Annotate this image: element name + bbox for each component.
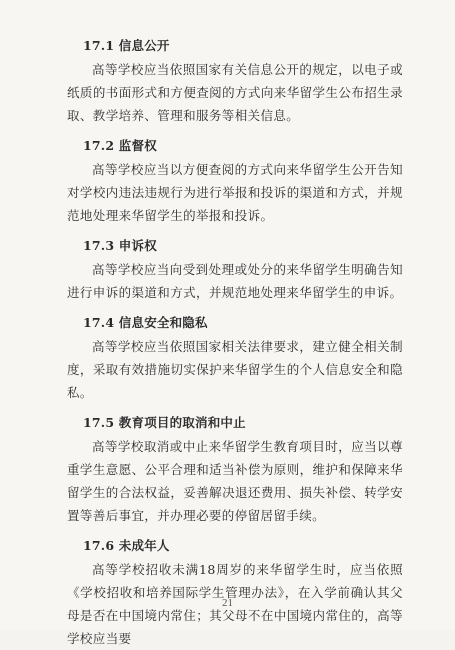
section-heading: 17.5 教育项目的取消和中止	[83, 415, 246, 430]
page-number: 21	[222, 597, 233, 609]
section-17-5	[67, 414, 403, 527]
section-17-3	[67, 237, 403, 304]
section-heading: 17.4 信息安全和隐私	[83, 315, 208, 330]
section-heading: 17.1 信息公开	[83, 38, 170, 53]
section-gap	[67, 527, 403, 537]
section-17-4	[67, 314, 403, 404]
section-heading: 17.2 监督权	[83, 138, 157, 153]
section-heading: 17.6 未成年人	[83, 538, 170, 553]
section-17-2	[67, 137, 403, 227]
section-paragraph: 高等学校应当向受到处理或处分的来华留学生明确告知进行申诉的渠道和方式，并规范地处理来华留学生的申诉。	[67, 262, 403, 300]
section-gap	[67, 227, 403, 237]
section-paragraph: 高等学校取消或中止来华留学生教育项目时，应当以尊重学生意愿、公平合理和适当补偿为原则，维护和保障来华留学生的合法权益，妥善解决退还费用、损失补偿、转学安置等善后事宜，并办理必要的停留居留手续。	[67, 439, 403, 523]
section-paragraph: 高等学校招收未满18周岁的来华留学生时，应当依照《学校招收和培养国际学生管理办法》，在入学前确认其父母是否在中国境内常住；其父母不在中国境内常住的，高等学校应当要	[67, 562, 403, 646]
section-17-1	[67, 37, 403, 127]
section-gap	[67, 304, 403, 314]
section-gap	[67, 404, 403, 414]
section-gap	[67, 127, 403, 137]
section-heading: 17.3 申诉权	[83, 238, 157, 253]
section-paragraph: 高等学校应当依照国家有关信息公开的规定，以电子或纸质的书面形式和方便查阅的方式向来华留学生公布招生录取、教学培养、管理和服务等相关信息。	[67, 62, 403, 123]
section-17-6	[67, 537, 403, 650]
section-paragraph: 高等学校应当以方便查阅的方式向来华留学生公开告知对学校内违法违规行为进行举报和投诉的渠道和方式，并规范地处理来华留学生的举报和投诉。	[67, 162, 403, 223]
section-paragraph: 高等学校应当依照国家相关法律要求，建立健全相关制度，采取有效措施切实保护来华留学生的个人信息安全和隐私。	[67, 339, 403, 400]
